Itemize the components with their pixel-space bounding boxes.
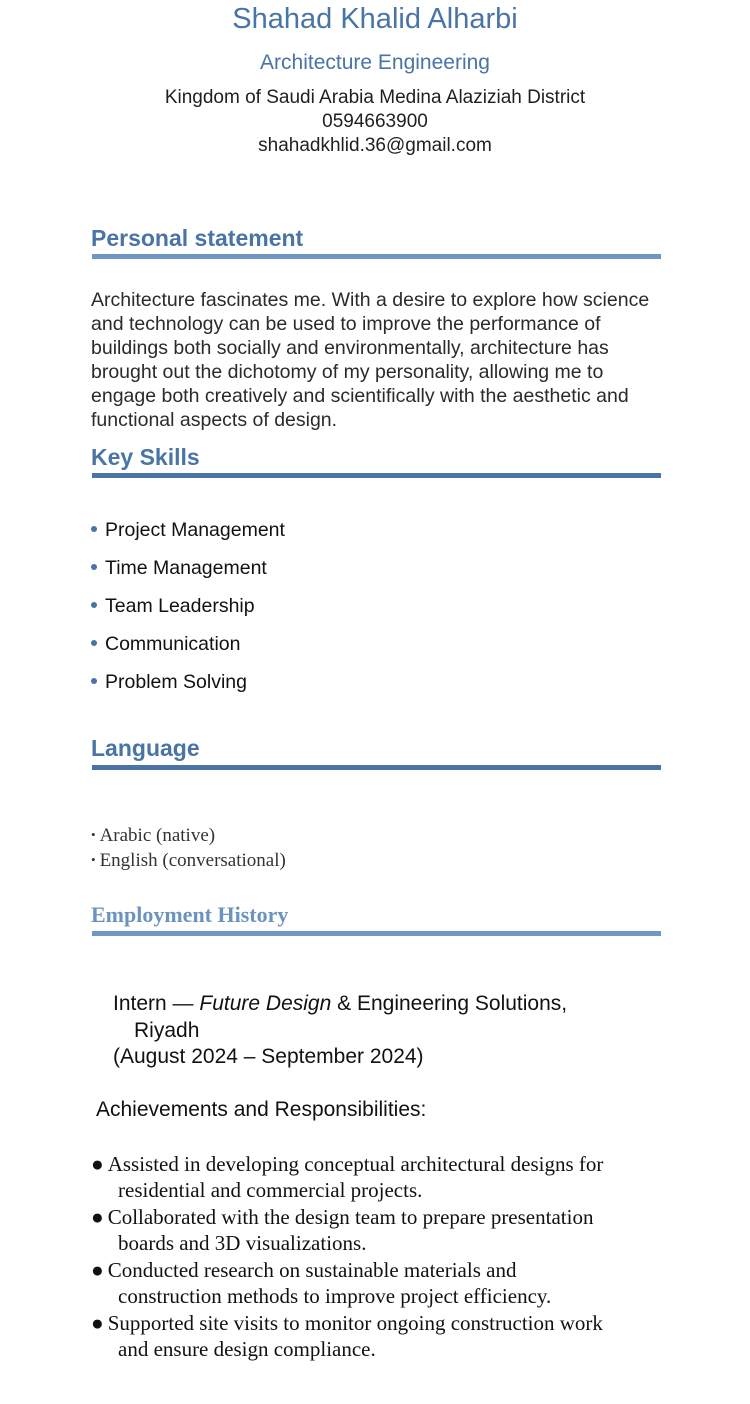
bullet-dot-icon [91,526,97,532]
achievements-heading: Achievements and Responsibilities: [96,1098,427,1121]
contact-address: Kingdom of Saudi Arabia Medina Alaziziah District [164,87,586,108]
language-item: • Arabic (native) [91,825,216,846]
bullet-dot-icon: • [91,827,96,842]
bullet-dot-icon [91,678,97,684]
language-item: • English (conversational) [91,850,286,871]
achievement-item: ● Assisted in developing conceptual architectural designs for residential and commercial projects. [91,1152,604,1202]
key-skills-divider [92,473,661,478]
skill-item: Team Leadership [91,595,255,618]
key-skills-heading: Key Skills [91,444,200,470]
resume-name: Shahad Khalid Alharbi [232,3,518,35]
bullet-dot-icon [91,602,97,608]
skill-item: Problem Solving [91,671,247,694]
skill-item: Communication [91,633,240,656]
job-dates: (August 2024 – September 2024) [113,1045,424,1068]
language-divider [92,765,661,770]
bullet-dot-icon [91,564,97,570]
skill-item: Project Management [91,519,285,542]
achievement-item: ● Collaborated with the design team to prepare presentation boards and 3D visualizations. [91,1205,594,1255]
bullet-dot-icon: ● [91,1258,104,1282]
skill-item: Time Management [91,557,267,580]
bullet-dot-icon: • [91,852,96,867]
personal-statement-text: Architecture fascinates me. With a desire to explore how science and technology can be used to improve the performance of buildings both socially and environmentally, architecture has brought out the dichotomy of my personality, allowing me to engage both creatively and scientifically with the aesthetic and functional aspects of design. [91,289,650,431]
contact-phone: 0594663900 [322,111,428,132]
job-location: Riyadh [134,1019,200,1042]
language-heading: Language [91,735,200,761]
bullet-dot-icon [91,640,97,646]
achievement-item: ● Conducted research on sustainable materials and construction methods to improve project efficiency. [91,1258,552,1308]
personal-statement-divider [92,254,661,259]
bullet-dot-icon: ● [91,1205,104,1229]
bullet-dot-icon: ● [91,1311,104,1335]
resume-title: Architecture Engineering [260,51,490,74]
job-title-line: Intern — Future Design & Engineering Solutions, [113,992,568,1015]
personal-statement-heading: Personal statement [91,225,304,251]
company-name-italic: Future Design [199,992,332,1015]
employment-history-heading: Employment History [91,902,289,927]
achievement-item: ● Supported site visits to monitor ongoing construction work and ensure design compliance. [91,1311,603,1361]
bullet-dot-icon: ● [91,1152,104,1176]
employment-history-divider [92,931,661,936]
contact-email: shahadkhlid.36@gmail.com [258,135,492,156]
